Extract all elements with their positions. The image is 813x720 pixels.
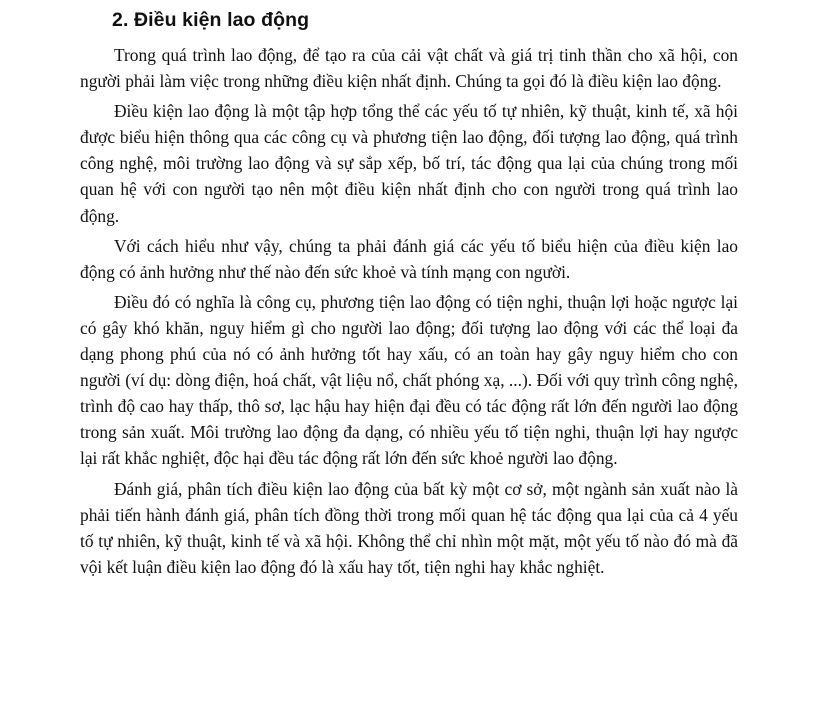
document-page xyxy=(80,4,738,584)
paragraph-2: Điều kiện lao động là một tập hợp tổng thể các yếu tố tự nhiên, kỹ thuật, kinh tế, xã hội được biểu hiện thông qua các công cụ và phương tiện lao động, đối tượng lao động, quá trình công nghệ, môi trường lao động và sự sắp xếp, bố trí, tác động qua lại của chúng trong mối quan hệ với con người tạo nên một điều kiện nhất định cho con người trong quá trình lao động. xyxy=(80,101,738,226)
paragraph-1: Trong quá trình lao động, để tạo ra của cải vật chất và giá trị tinh thần cho xã hội, con người phải làm việc trong những điều kiện nhất định. Chúng ta gọi đó là điều kiện lao động. xyxy=(80,45,738,92)
paragraph-3: Với cách hiểu như vậy, chúng ta phải đánh giá các yếu tố biểu hiện của điều kiện lao động có ảnh hưởng như thế nào đến sức khoẻ và tính mạng con người. xyxy=(80,235,738,282)
section-heading: 2. Điều kiện lao động xyxy=(112,9,310,31)
paragraph-5: Đánh giá, phân tích điều kiện lao động của bất kỳ một cơ sở, một ngành sản xuất nào là phải tiến hành đánh giá, phân tích đồng thời trong mối quan hệ tác động qua lại của cả 4 yếu tố tự nhiên, kỹ thuật, kinh tế và xã hội. Không thể chỉ nhìn một mặt, một yếu tố nào đó mà đã vội kết luận điều kiện lao động đó là xấu hay tốt, tiện nghi hay khắc nghiệt. xyxy=(80,478,738,577)
paragraph-4: Điều đó có nghĩa là công cụ, phương tiện lao động có tiện nghi, thuận lợi hoặc ngược lại có gây khó khăn, nguy hiểm gì cho người lao động; đối tượng lao động với các thể loại đa dạng phong phú của nó có ảnh hưởng tốt hay xấu, có an toàn hay gây nguy hiểm cho con người (ví dụ: dòng điện, hoá chất, vật liệu nổ, chất phóng xạ, ...). Đối với quy trình công nghệ, trình độ cao hay thấp, thô sơ, lạc hậu hay hiện đại đều có tác động rất lớn đến người lao động trong sản xuất. Môi trường lao động đa dạng, có nhiều yếu tố tiện nghi, thuận lợi hay ngược lại rất khắc nghiệt, độc hại đều tác động rất lớn đến sức khoẻ người lao động. xyxy=(80,291,738,469)
